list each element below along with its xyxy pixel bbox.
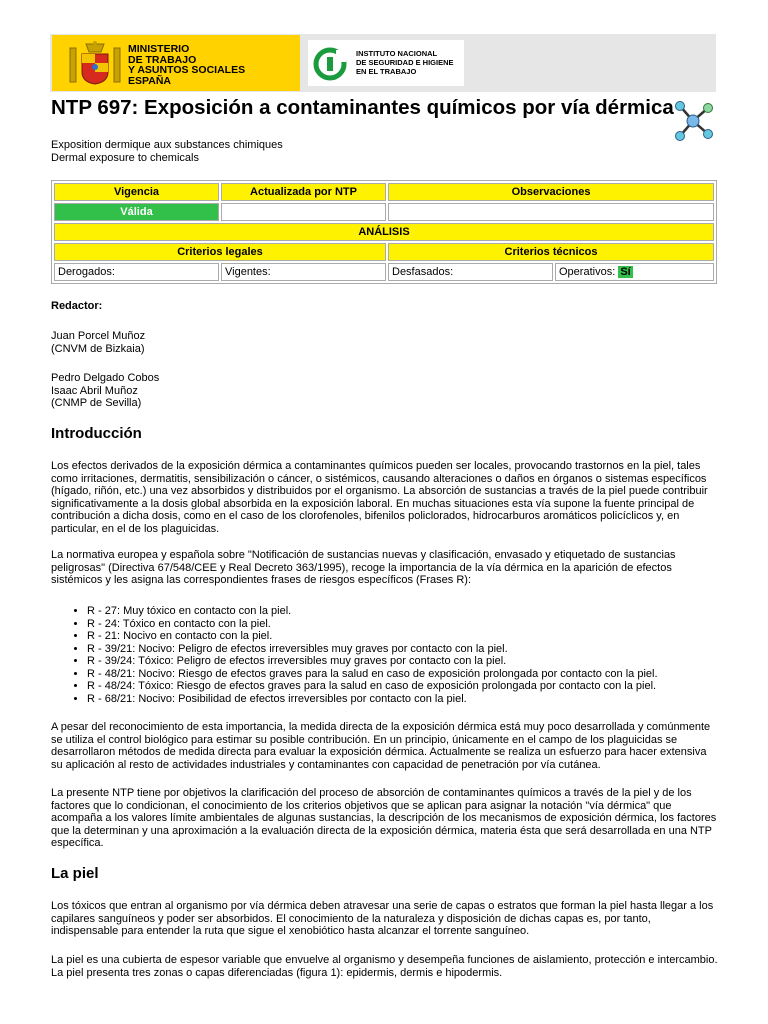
author-affiliation: (CNVM de Bizkaia) xyxy=(51,342,145,355)
vigentes-cell: Vigentes: xyxy=(221,263,386,281)
piel-paragraph-1: Los tóxicos que entran al organismo por vía dérmica deben atravesar una serie de capas o estratos que forman la piel hasta llegar a los capilares sanguíneos y poder ser absorbidos. El conocimiento de la naturaleza y disposición de dichas capas es, por tanto, indispensable para entender la ruta que sigue el xenobiótico hasta alcanzar el torrente sanguíneo. xyxy=(51,900,714,938)
author-name: Pedro Delgado Cobos xyxy=(51,372,160,384)
coat-of-arms-icon xyxy=(68,40,122,88)
observaciones-cell xyxy=(388,203,714,221)
desfasados-cell: Desfasados: xyxy=(388,263,553,281)
alternate-titles xyxy=(51,139,283,165)
intro-paragraph-3: A pesar del reconocimiento de esta importancia, la medida directa de la exposición dérmica está muy poco desarrollada y comúnmente se utiliza el control biológico para estimar su posible contribución. En un principio, únicamente en el campo de los plaguicidas se desarrollaron métodos de medida directa para evaluar la exposición dérmica. Actualmente se realiza un esfuerzo para hacer extensiva su aplicación al resto de actividades industriales y contaminantes con capacidad de penetración por vía cutánea. xyxy=(51,721,711,771)
author-group-2 xyxy=(51,372,721,410)
analisis-header: ANÁLISIS xyxy=(54,223,714,241)
author-group-1 xyxy=(51,330,721,355)
molecule-icon xyxy=(670,98,716,144)
list-item: • R - 68/21: Nocivo: Posibilidad de efectos irreversibles por contacto con la piel. xyxy=(87,693,727,706)
institute-logo-text: INSTITUTO NACIONAL DE SEGURIDAD E HIGIENE EN EL TRABAJO xyxy=(356,49,454,76)
institute-emblem-icon xyxy=(312,46,348,82)
list-item: • R - 48/21: Nocivo: Riesgo de efectos graves para la salud en caso de exposición prolongada por contacto con la piel. xyxy=(87,668,727,681)
intro-paragraph-2: La normativa europea y española sobre "Notificación de sustancias nuevas y clasificación, envasado y etiquetado de sustancias peligrosas" (Directiva 67/548/CEE y Real Decreto 363/1995), recoge la importancia de la vía dérmica en la aparición de efectos sistémicos y les asigna las correspondientes frases de riesgos específicos (Frases R): xyxy=(51,549,676,587)
operativos-value: Sí xyxy=(620,266,631,278)
english-title: Dermal exposure to chemicals xyxy=(51,152,199,164)
risk-phrase-list xyxy=(51,605,727,705)
redactor-label: Redactor: xyxy=(51,300,103,312)
section-heading-la-piel: La piel xyxy=(51,865,99,882)
intro-paragraph-4: La presente NTP tiene por objetivos la clarificación del proceso de absorción de contaminantes químicos a través de la piel y de los factores que lo condicionan, el conocimiento de los criterios objetivos que se aplican para asignar la notación "vía dérmica" que acompaña a los valores límite ambientales de algunas sustancias, la descripción de los mecanismos de exposición dérmica, los factores que la determinan y una aproximación a la evaluación directa de la exposición dérmica, materia ésta que será desarrollada en una NTP específica. xyxy=(51,787,717,850)
list-item: • R - 39/24: Tóxico: Peligro de efectos irreversibles muy graves por contacto con la piel. xyxy=(87,655,727,668)
section-heading-introduccion: Introducción xyxy=(51,425,142,442)
piel-paragraph-2: La piel es una cubierta de espesor variable que envuelve al organismo y desempeña funciones de aislamiento, protección e intercambio. La piel presenta tres zonas o capas diferenciadas (figura 1): epidermis, dermis e hipodermis. xyxy=(51,954,718,979)
header-banner xyxy=(50,34,716,92)
actualizada-cell xyxy=(221,203,386,221)
observaciones-header: Observaciones xyxy=(388,183,714,201)
page-title: NTP 697: Exposición a contaminantes químicos por vía dérmica xyxy=(51,96,674,119)
criterios-tecnicos-header: Criterios técnicos xyxy=(388,243,714,261)
list-item: • R - 24: Tóxico en contacto con la piel. xyxy=(87,618,727,631)
intro-paragraph-1: Los efectos derivados de la exposición dérmica a contaminantes químicos pueden ser locales, provocando trastornos en la piel, tales como irritaciones, dermatitis, sensibilización o cáncer, o sistémicos, causando alteraciones o daños en órganos o sistemas específicos (hígado, riñón, etc.) una vez absorbidos y distribuidos por el organismo. La absorción de sustancias a través de la piel puede contribuir significativamente a la dosis global absorbida en la exposición laboral. En muchas situaciones esta vía supone la fuente principal de contribución a dicha dosis, como en el caso de los clorofenoles, bifenilos policlorados, hidrocarburos aromáticos policíclicos y, en particular, en el de los plaguicidas. xyxy=(51,460,708,535)
operativos-label: Operativos: xyxy=(559,266,616,278)
status-table xyxy=(51,180,717,284)
french-title: Exposition dermique aux substances chimiques xyxy=(51,139,283,151)
institute-logo xyxy=(308,40,464,86)
author-affiliation: (CNMP de Sevilla) xyxy=(51,397,142,410)
author-name: Juan Porcel Muñoz xyxy=(51,330,146,342)
list-item: • R - 39/21: Nocivo: Peligro de efectos irreversibles muy graves por contacto con la piel. xyxy=(87,643,727,656)
actualizada-header: Actualizada por NTP xyxy=(221,183,386,201)
operativos-cell xyxy=(555,263,714,281)
derogados-cell: Derogados: xyxy=(54,263,219,281)
list-item: • R - 21: Nocivo en contacto con la piel. xyxy=(87,630,727,643)
validity-badge: Válida xyxy=(54,203,219,221)
list-item: • R - 48/24: Tóxico: Riesgo de efectos graves para la salud en caso de exposición prolongada por contacto con la piel. xyxy=(87,680,727,693)
author-name: Isaac Abril Muñoz xyxy=(51,384,138,397)
list-item: • R - 27: Muy tóxico en contacto con la piel. xyxy=(87,605,727,618)
ministry-logo-text: MINISTERIO DE TRABAJO Y ASUNTOS SOCIALES ESPAÑA xyxy=(128,43,246,87)
vigencia-header: Vigencia xyxy=(54,183,219,201)
criterios-legales-header: Criterios legales xyxy=(54,243,386,261)
ministry-logo xyxy=(52,35,300,91)
